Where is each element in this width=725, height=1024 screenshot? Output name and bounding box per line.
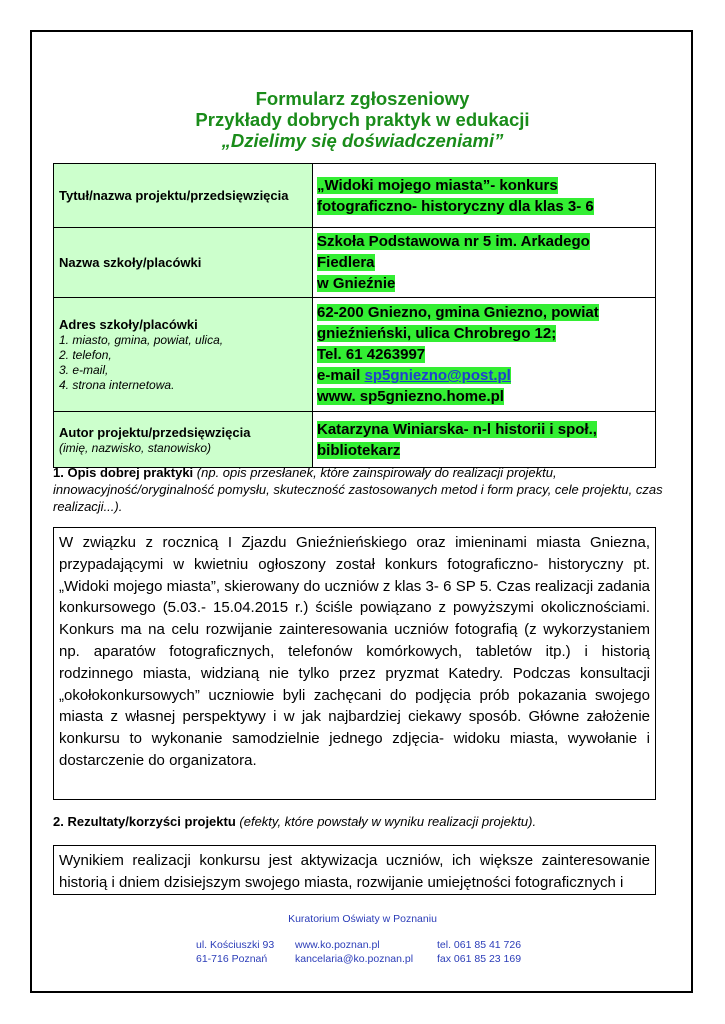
email-prefix: e-mail (317, 367, 365, 384)
author-label (54, 412, 313, 468)
author-label-text: Autor projektu/przedsięwzięcia (59, 424, 251, 440)
footer-address (196, 938, 274, 966)
footer-phones (437, 938, 521, 966)
address-line-2: gnieźnieński, ulica Chrobrego 12; (317, 325, 557, 342)
section-2-hint: (efekty, które powstały w wyniku realizacji projektu). (239, 814, 537, 829)
footer-fax: fax 061 85 23 169 (437, 953, 522, 965)
section-1-body: W związku z rocznicą I Zjazdu Gnieźnieńskiego oraz imieninami miasta Gniezna, przypadającymi w kwietniu ogłoszony został konkurs fotograficzno- historyczny pt. „Widoki mojego miasta”, skierowany do uczniów z klas 3- 6 SP 5. Czas realizacji zadania konkursowego (5.03.- 15.04.2015 r.) ściśle powiązano z powyższymi okolicznościami. Konkurs ma na celu rozwijanie zainteresowania uczniów fotografią (z wykorzystaniem np. aparatów fotograficznych, telefonów komórkowych, tabletów itp.) i historią rodzinnego miasta, widzianą nie tylko przez pryzmat Katedry. Podczas konsultacji „okołokonkursowych” uczniowie byli zachęcani do podjęcia prób pokazania swojego miasta z własnej perspektywy i w jak najbardziej ciekawy sposób. Główne założenie konkursu to wykonanie samodzielnie jednego zdjęcia- widoku miasta, wywołanie i dostarczenie do organizatora. (53, 527, 656, 800)
project-title-label-text: Tytuł/nazwa projektu/przedsięwzięcia (59, 188, 289, 203)
section-1-title: 1. Opis dobrej praktyki (53, 465, 194, 480)
footer-email[interactable]: kancelaria@ko.poznan.pl (295, 953, 414, 965)
title-line-1: Formularz zgłoszeniowy (255, 88, 470, 109)
table-row (54, 298, 656, 412)
address-hint-1: 1. miasto, gmina, powiat, ulica, (59, 333, 224, 347)
project-title-value-line-2: fotograficzno- historyczny dla klas 3- 6 (317, 197, 594, 215)
footer-contact (0, 938, 725, 968)
school-address-value (313, 298, 656, 412)
footer-web (295, 938, 413, 966)
author-hint: (imię, nazwisko, stanowisko) (59, 440, 212, 455)
author-value (313, 412, 656, 468)
author-value-line-1: Katarzyna Winiarska- n-l historii i społ., (317, 420, 597, 438)
school-address-label (54, 298, 313, 412)
form-title (0, 88, 725, 151)
table-row (54, 412, 656, 468)
footer-website[interactable]: www.ko.poznan.pl (295, 939, 380, 951)
table-row (54, 228, 656, 298)
email-link[interactable]: sp5gniezno@post.pl (364, 367, 511, 384)
section-1-hint: (np. opis przesłanek, które zainspirowały do realizacji projektu, innowacyjność/oryginalność pomysłu, skuteczność zastosowanych metod i form pracy, cele projektu, czas realizacji...). (53, 465, 663, 514)
section-2-heading (53, 813, 663, 830)
footer-city: 61-716 Poznań (196, 953, 268, 965)
school-name-value (313, 228, 656, 298)
school-name-value-line-1: Szkoła Podstawowa nr 5 im. Arkadego Fiedlera (317, 233, 590, 271)
footer-tel: tel. 061 85 41 726 (437, 939, 522, 951)
section-1-heading (53, 464, 663, 515)
author-value-line-2: bibliotekarz (317, 441, 401, 459)
school-name-label (54, 228, 313, 298)
website-value: www. sp5gniezno.home.pl (317, 388, 504, 405)
title-line-3: „Dzielimy się doświadczeniami” (221, 130, 504, 151)
footer-street: ul. Kościuszki 93 (196, 939, 275, 951)
school-name-value-line-2: w Gnieźnie (317, 275, 396, 292)
school-address-label-text: Adres szkoły/placówki (59, 317, 198, 332)
footer-org: Kuratorium Oświaty w Poznaniu (288, 913, 437, 925)
address-hint-2: 2. telefon, (59, 348, 112, 362)
title-line-2: Przykłady dobrych praktyk w edukacji (195, 109, 530, 130)
school-name-label-text: Nazwa szkoły/placówki (59, 255, 202, 270)
section-2-title: 2. Rezultaty/korzyści projektu (53, 814, 236, 829)
table-row (54, 164, 656, 228)
info-table (53, 163, 656, 468)
section-2-body: Wynikiem realizacji konkursu jest aktywizacja uczniów, ich większe zainteresowanie historią i dniem dzisiejszym swojego miasta, rozwijanie umiejętności fotograficznych i (53, 845, 656, 895)
project-title-value-line-1: „Widoki mojego miasta”- konkurs (317, 176, 558, 194)
address-line-1: 62-200 Gniezno, gmina Gniezno, powiat (317, 304, 599, 321)
address-hint-3: 3. e-mail, (59, 363, 109, 377)
phone-value: Tel. 61 4263997 (317, 346, 426, 363)
project-title-label (54, 164, 313, 228)
project-title-value (313, 164, 656, 228)
address-hint-4: 4. strona internetowa. (59, 378, 175, 392)
